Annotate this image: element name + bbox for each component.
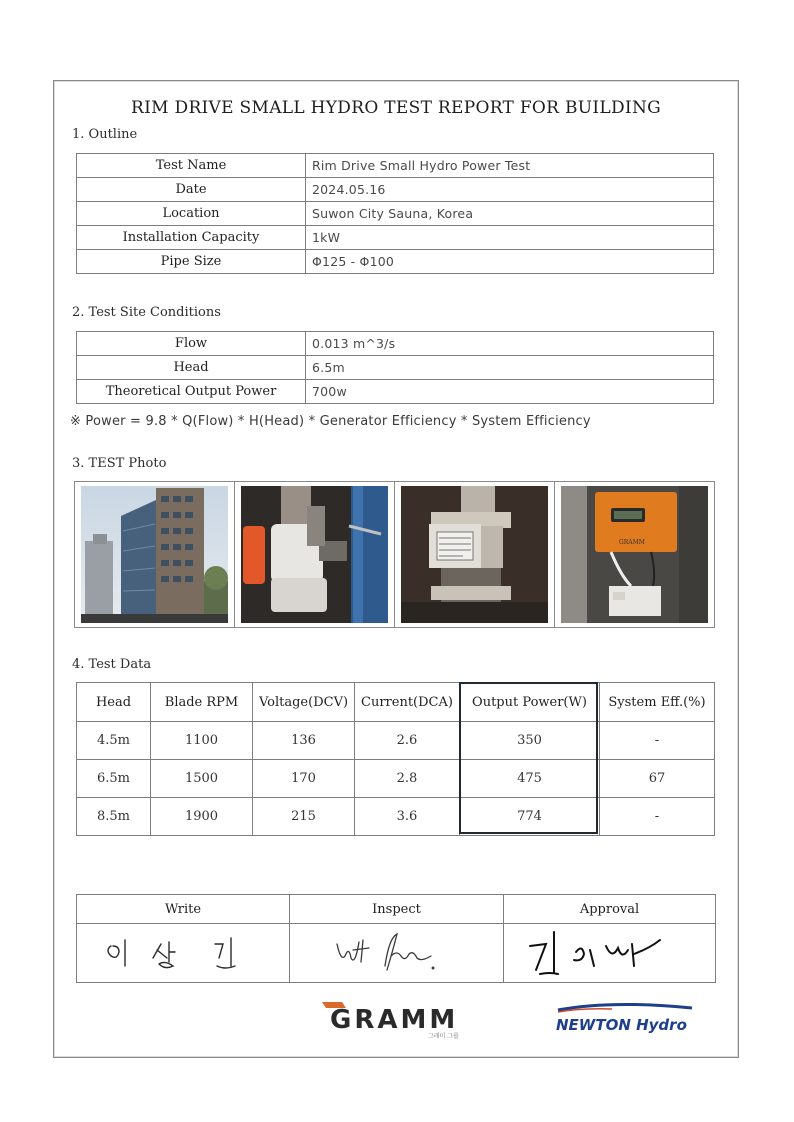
site-value: 0.013 m^3/s xyxy=(306,332,714,356)
outline-table xyxy=(76,153,714,274)
table-header-row xyxy=(77,683,715,722)
inspect-signature xyxy=(290,924,504,983)
signoff-table xyxy=(76,894,716,983)
gramm-logo xyxy=(320,996,480,1040)
cell-voltage: 215 xyxy=(253,798,355,836)
power-formula-note: ※ Power = 9.8 * Q(Flow) * H(Head) * Generator Efficiency * System Efficiency xyxy=(70,414,591,429)
photo-inverter xyxy=(555,482,714,627)
outline-label: Installation Capacity xyxy=(77,226,306,250)
signature-row xyxy=(77,924,716,983)
col-header-voltage: Voltage(DCV) xyxy=(253,683,355,722)
approval-signature xyxy=(504,924,716,983)
table-row xyxy=(77,226,714,250)
cell-current: 2.6 xyxy=(355,722,460,760)
cell-output: 350 xyxy=(460,722,600,760)
site-value: 700w xyxy=(306,380,714,404)
cell-current: 2.8 xyxy=(355,760,460,798)
test-data-table xyxy=(76,682,715,836)
outline-value: 2024.05.16 xyxy=(306,178,714,202)
cell-rpm: 1100 xyxy=(151,722,253,760)
outline-value: 1kW xyxy=(306,226,714,250)
table-header-row xyxy=(77,895,716,924)
cell-current: 3.6 xyxy=(355,798,460,836)
report-title: RIM DRIVE SMALL HYDRO TEST REPORT FOR BUILDING xyxy=(130,98,662,118)
section-data-heading: 4. Test Data xyxy=(72,657,152,672)
cell-head: 4.5m xyxy=(77,722,151,760)
inspect-header: Inspect xyxy=(290,895,504,924)
newton-hydro-logo xyxy=(552,1000,698,1040)
gramm-logo-text: GRAMM xyxy=(330,1005,459,1035)
outline-value: Φ125 - Φ100 xyxy=(306,250,714,274)
col-header-efficiency: System Eff.(%) xyxy=(600,683,715,722)
output-power-highlight xyxy=(459,682,598,834)
outline-value: Rim Drive Small Hydro Power Test xyxy=(306,154,714,178)
table-row xyxy=(77,722,715,760)
cell-rpm: 1500 xyxy=(151,760,253,798)
table-row xyxy=(77,178,714,202)
site-conditions-table xyxy=(76,331,714,404)
svg-text:GRAMM: GRAMM xyxy=(619,539,645,546)
table-row xyxy=(77,202,714,226)
photo-turbine-pipe xyxy=(235,482,395,627)
section-photo-heading: 3. TEST Photo xyxy=(72,456,167,471)
table-row xyxy=(77,356,714,380)
table-row xyxy=(77,250,714,274)
cell-voltage: 170 xyxy=(253,760,355,798)
site-value: 6.5m xyxy=(306,356,714,380)
test-photo-strip xyxy=(74,481,715,628)
table-row xyxy=(77,798,715,836)
cell-efficiency: 67 xyxy=(600,760,715,798)
outline-label: Test Name xyxy=(77,154,306,178)
table-row xyxy=(77,332,714,356)
outline-value: Suwon City Sauna, Korea xyxy=(306,202,714,226)
col-header-current: Current(DCA) xyxy=(355,683,460,722)
site-label: Flow xyxy=(77,332,306,356)
outline-label: Pipe Size xyxy=(77,250,306,274)
cell-head: 6.5m xyxy=(77,760,151,798)
col-header-head: Head xyxy=(77,683,151,722)
gramm-logo-subtext: 그래미 그룹 xyxy=(428,1033,459,1040)
cell-head: 8.5m xyxy=(77,798,151,836)
section-outline-heading: 1. Outline xyxy=(72,127,138,142)
table-row xyxy=(77,380,714,404)
cell-voltage: 136 xyxy=(253,722,355,760)
cell-output: 774 xyxy=(460,798,600,836)
col-header-rpm: Blade RPM xyxy=(151,683,253,722)
table-row xyxy=(77,760,715,798)
section-site-heading: 2. Test Site Conditions xyxy=(72,305,221,320)
photo-building xyxy=(75,482,235,627)
site-label: Theoretical Output Power xyxy=(77,380,306,404)
write-header: Write xyxy=(77,895,290,924)
cell-rpm: 1900 xyxy=(151,798,253,836)
write-signature xyxy=(77,924,290,983)
outline-label: Date xyxy=(77,178,306,202)
photo-generator-nameplate xyxy=(395,482,555,627)
cell-efficiency: - xyxy=(600,722,715,760)
cell-output: 475 xyxy=(460,760,600,798)
table-row xyxy=(77,154,714,178)
outline-label: Location xyxy=(77,202,306,226)
approval-header: Approval xyxy=(504,895,716,924)
col-header-output: Output Power(W) xyxy=(460,683,600,722)
cell-efficiency: - xyxy=(600,798,715,836)
newton-logo-text: NEWTON Hydro xyxy=(556,1016,687,1034)
site-label: Head xyxy=(77,356,306,380)
